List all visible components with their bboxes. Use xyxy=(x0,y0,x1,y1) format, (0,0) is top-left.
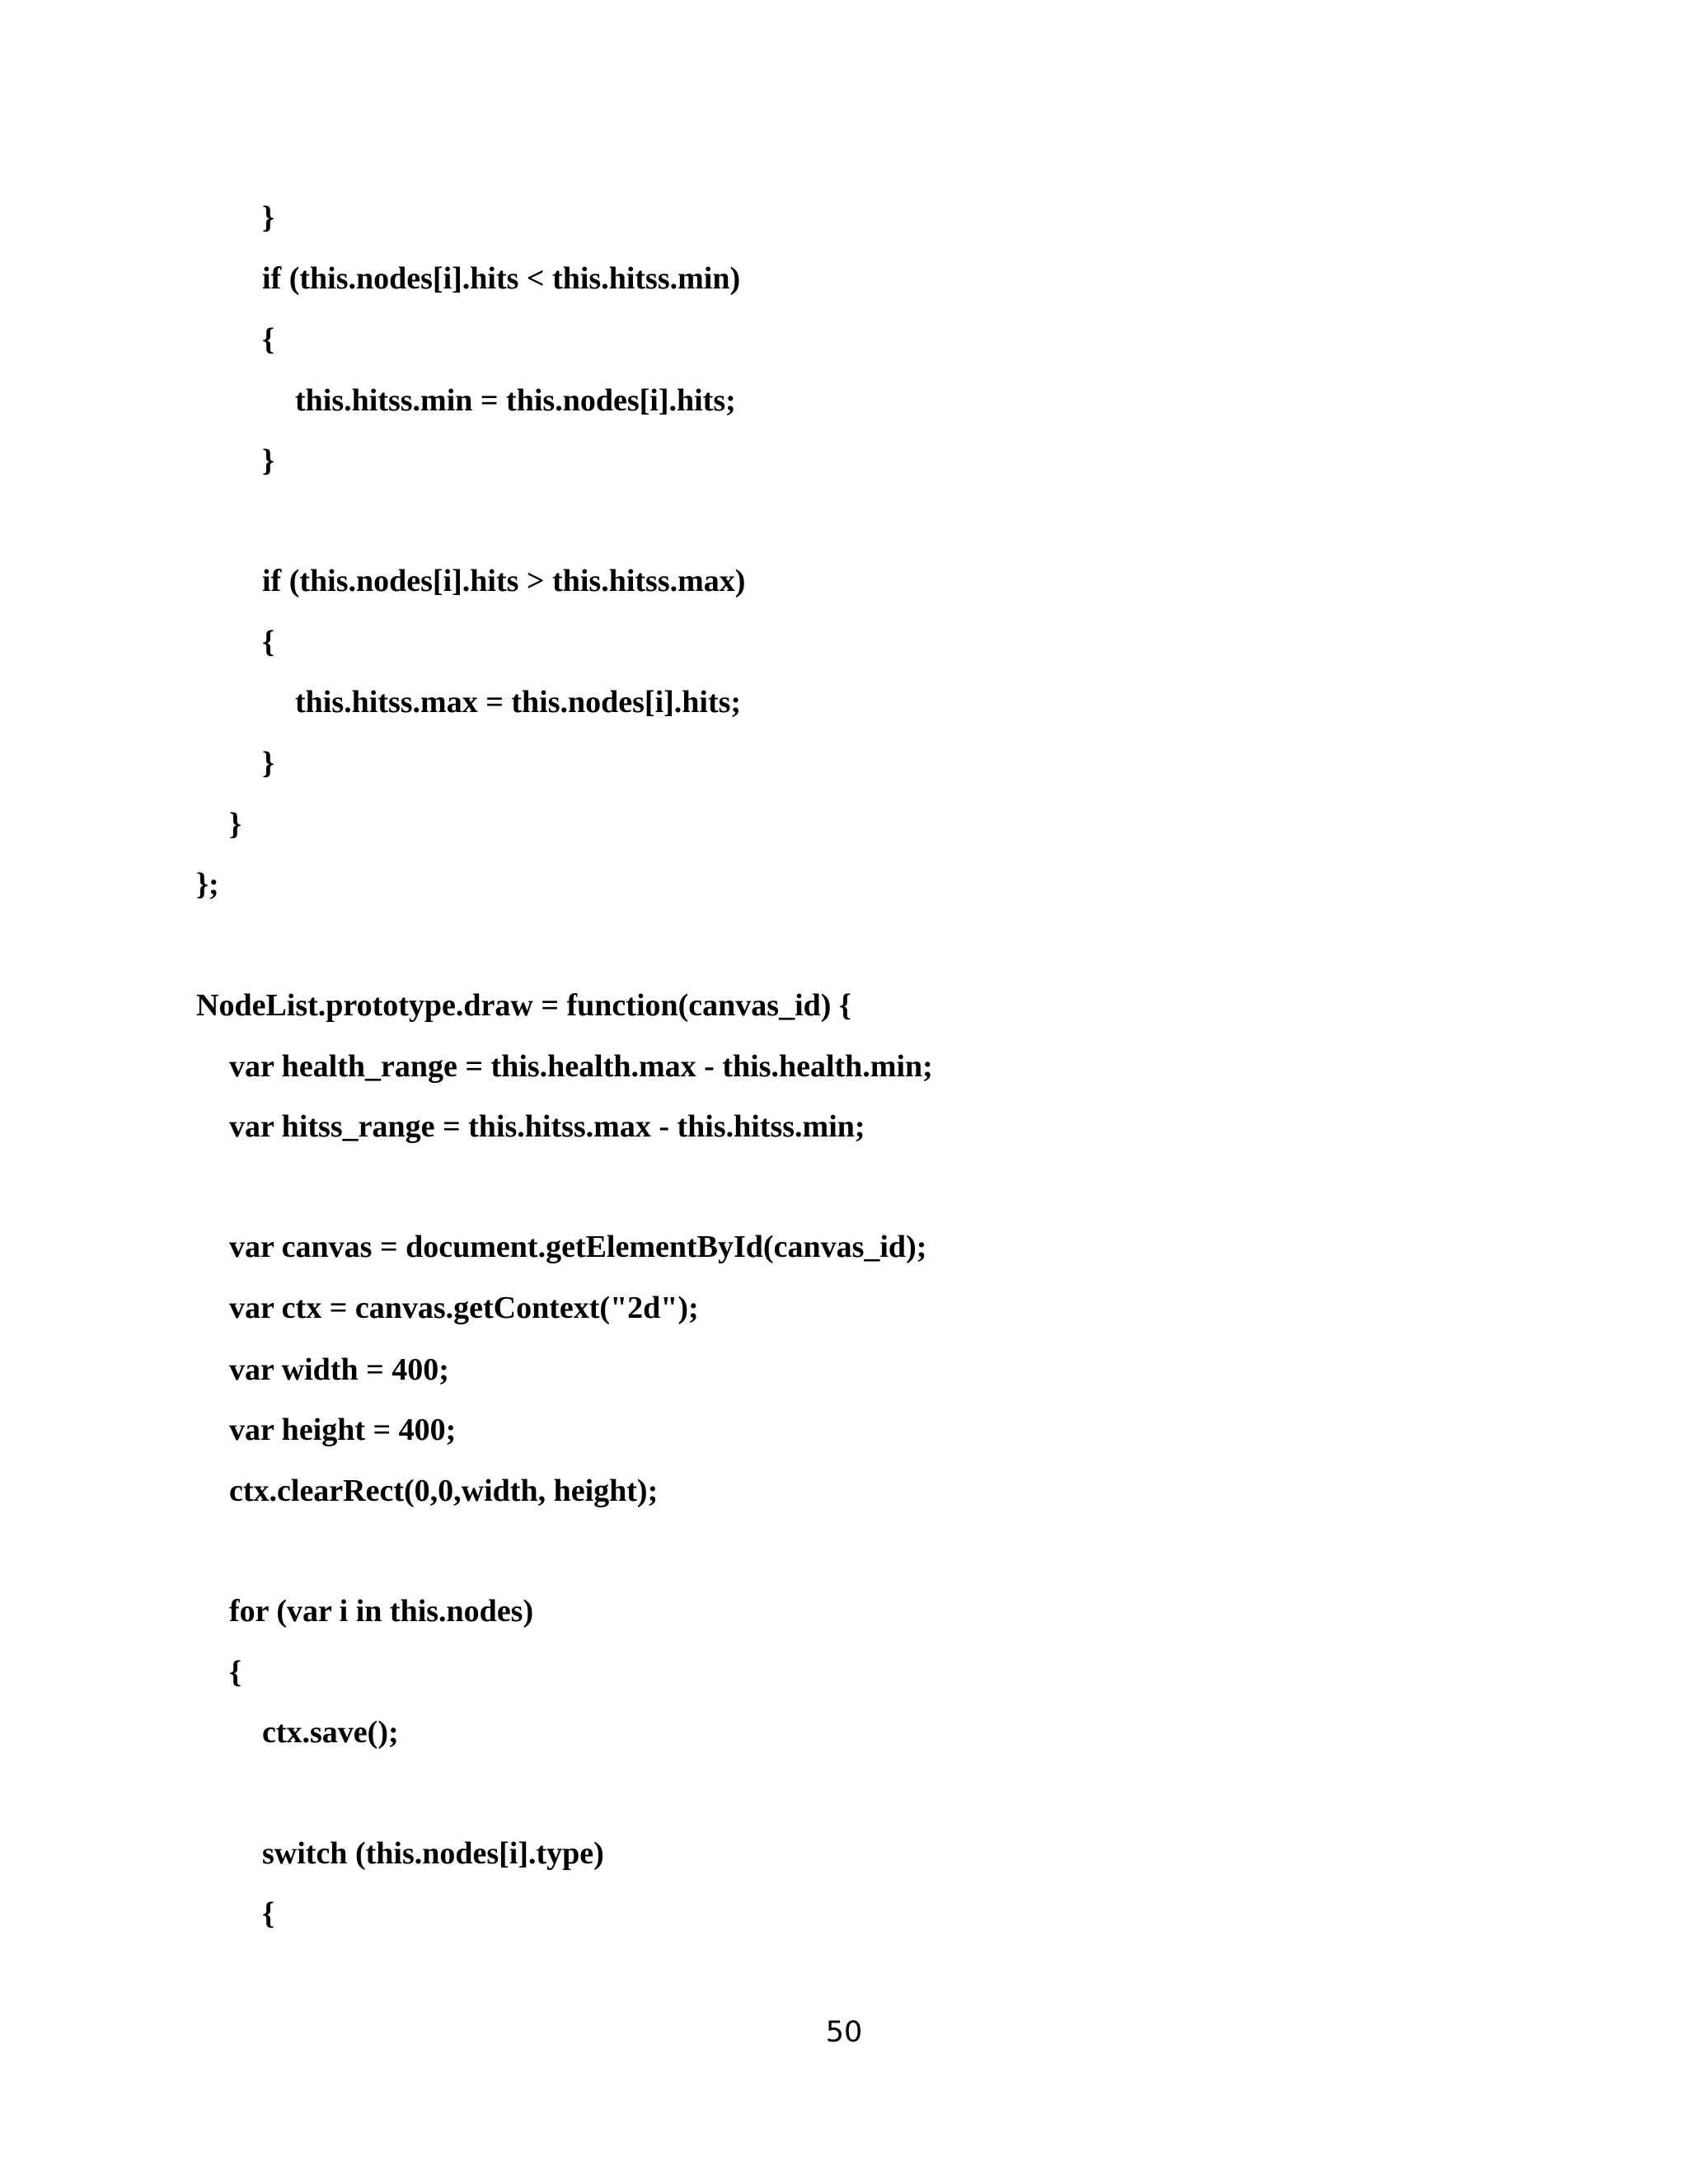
page-number: 50 xyxy=(825,2016,863,2049)
code-line: { xyxy=(262,625,274,659)
code-line: } xyxy=(262,746,274,780)
code-line: { xyxy=(262,322,274,357)
code-line: if (this.nodes[i].hits > this.hitss.max) xyxy=(262,564,746,598)
code-line: } xyxy=(262,443,274,478)
code-line: var hitss_range = this.hitss.max - this.hitss.min; xyxy=(229,1109,865,1144)
code-line: var health_range = this.health.max - this.health.min; xyxy=(229,1049,933,1084)
code-line: for (var i in this.nodes) xyxy=(229,1594,534,1629)
code-line: { xyxy=(262,1896,274,1931)
code-line: this.hitss.min = this.nodes[i].hits; xyxy=(295,383,736,418)
code-line: var width = 400; xyxy=(229,1352,449,1387)
code-line: switch (this.nodes[i].type) xyxy=(262,1836,604,1871)
code-line: ctx.clearRect(0,0,width, height); xyxy=(229,1474,659,1508)
code-line: if (this.nodes[i].hits < this.hitss.min) xyxy=(262,261,741,296)
code-line: } xyxy=(262,200,274,235)
code-line: ctx.save(); xyxy=(262,1715,399,1750)
code-line: this.hitss.max = this.nodes[i].hits; xyxy=(295,685,742,719)
code-line: var canvas = document.getElementById(canvas_id); xyxy=(229,1230,927,1264)
code-line: var height = 400; xyxy=(229,1413,457,1447)
code-line: } xyxy=(229,807,241,841)
code-line: NodeList.prototype.draw = function(canvas_id) { xyxy=(196,988,851,1023)
code-line: { xyxy=(229,1655,241,1690)
code-line: var ctx = canvas.getContext("2d"); xyxy=(229,1291,699,1325)
code-line: }; xyxy=(196,867,219,902)
